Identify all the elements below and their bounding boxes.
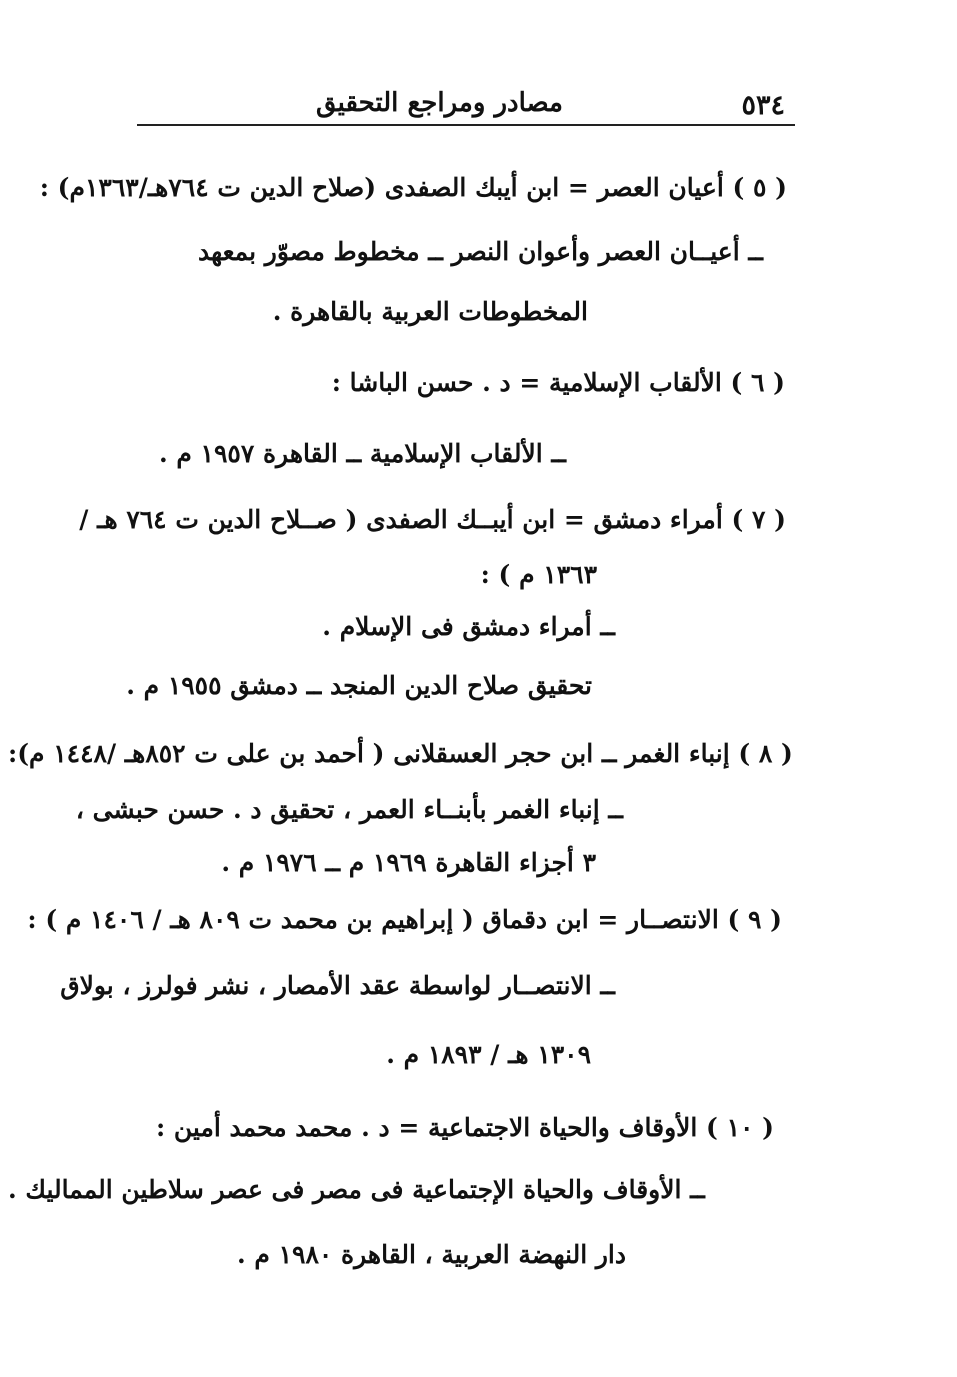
entry-7-detail-line-1: ــ أمراء دمشق فى الإسلام . (322, 612, 615, 641)
entry-10-heading: ( ١٠ ) الأوقاف والحياة الاجتماعية = د . محمد محمد أمين : (155, 1113, 774, 1142)
running-title: مصادر ومراجع التحقيق (315, 88, 563, 118)
entry-5-heading: ( ٥ ) أعيان العصر = ابن أيبك الصفدى (صلاح الدين ت ٧٦٤هـ/١٣٦٣م) : (39, 173, 787, 202)
entry-7-detail-line-2: تحقيق صلاح الدين المنجد ــ دمشق ١٩٥٥ م . (126, 671, 592, 700)
entry-8-detail-line-1: ــ إنباء الغمر بأبنــاء العمر ، تحقيق د . حسن حبشى ، (75, 795, 623, 824)
entry-8-heading: ( ٨ ) إنباء الغمر ــ ابن حجر العسقلانى ( أحمد بن على ت ٨٥٢هـ /١٤٤٨ م): (8, 739, 793, 768)
entry-9-detail-line-1: ــ الانتصــار لواسطة عقد الأمصار ، نشر فولرز ، بولاق (60, 971, 615, 1000)
header-rule (137, 124, 795, 126)
entry-6-heading: ( ٦ ) الألقاب الإسلامية = د . حسن الباشا : (331, 368, 785, 397)
entry-9-heading: ( ٩ ) الانتصــار = ابن دقماق ( إبراهيم بن محمد ت ٨٠٩ هـ / ١٤٠٦ م ) : (27, 905, 782, 934)
entry-5-detail-line-2: المخطوطات العربية بالقاهرة . (272, 297, 588, 326)
page-number: ٥٣٤ (741, 90, 785, 121)
entry-8-detail-line-2: ٣ أجزاء القاهرة ١٩٦٩ م ــ ١٩٧٦ م . (221, 848, 596, 877)
entry-7-heading: ( ٧ ) أمراء دمشق = ابن أيبــك الصفدى ( صــلاح الدين ت ٧٦٤ هـ / (79, 505, 786, 534)
entry-10-detail-line-1: ــ الأوقاف والحياة الإجتماعية فى مصر فى عصر سلاطين المماليك . (8, 1175, 705, 1204)
entry-5-detail-line-1: ــ أعيــان العصر وأعوان النصر ــ مخطوط مصوّر بمعهد (197, 237, 763, 266)
entry-9-detail-line-2: ١٣٠٩ هـ / ١٨٩٣ م . (386, 1040, 591, 1069)
entry-6-detail: ــ الألقاب الإسلامية ــ القاهرة ١٩٥٧ م . (158, 439, 566, 468)
entry-10-detail-line-2: دار النهضة العربية ، القاهرة ١٩٨٠ م . (237, 1240, 626, 1269)
entry-7-heading-cont: ١٣٦٣ م ) : (480, 560, 597, 589)
page-header (137, 84, 795, 124)
